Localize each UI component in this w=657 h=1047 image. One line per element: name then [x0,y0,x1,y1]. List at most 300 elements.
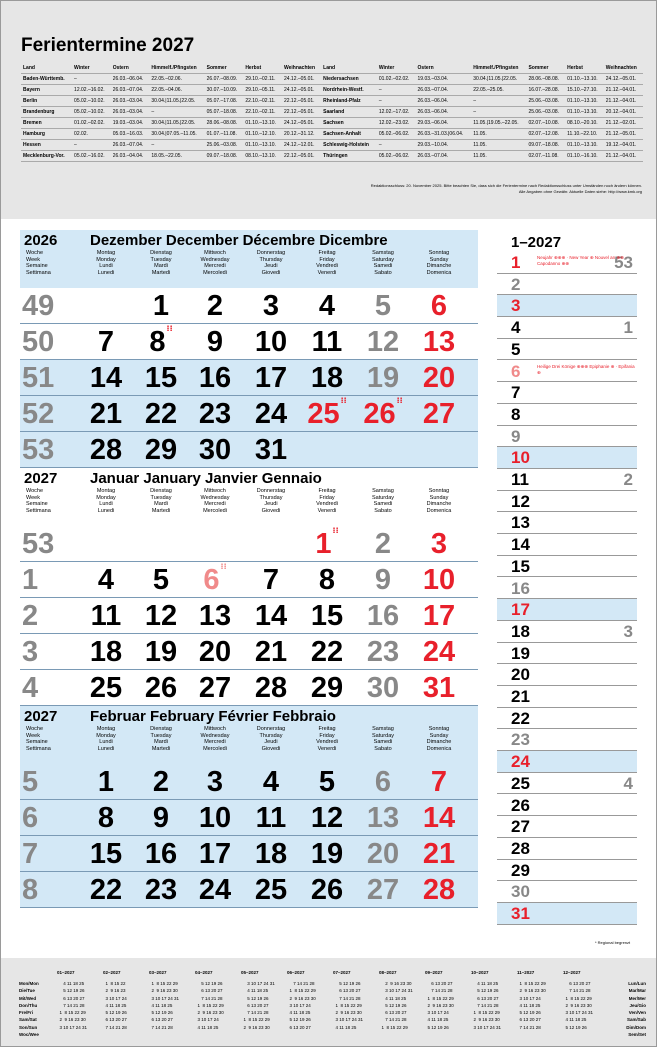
holiday-cell: 25.06.–03.08. [205,139,244,150]
day-cell: 22 [310,636,344,668]
month-block [20,230,478,468]
day-number: 18 [511,621,530,641]
day-number: 17 [511,600,530,620]
week-row [20,634,478,670]
day-cell: 19 [144,636,178,668]
holiday-cell: 21.12.–02.01. [604,117,643,128]
holiday-row [21,117,643,128]
week-row [20,288,478,324]
month-block [20,468,478,706]
week-row [20,360,478,396]
day-cell: 8 [97,802,115,834]
day-row [497,773,637,795]
overview-line: 6 13 20 27 [425,981,457,986]
overview-line: 2 9 16 23 30 [149,988,182,994]
day-cell: 2 [374,528,392,560]
holiday-cell: 01.07.–11.08. [205,128,244,139]
overview-line: 2 9 16 23 [103,988,134,994]
overview-month [287,970,331,1031]
table-header-cell: Sommer [526,63,565,73]
overview-line: 5 12 19 26 [287,1017,319,1023]
week-row [20,836,478,872]
holiday-cell: 08.10.–20.10. [565,117,604,128]
day-header: Samstag Saturday Samedi Sabato [371,250,394,276]
day-cell: 23 [198,398,232,430]
holiday-cell: Brandenburg [21,106,72,117]
overview-month-title: 11–2027 [517,970,535,975]
holiday-cell: 24.12.–05.01. [604,73,643,84]
overview-line: 4 11 18 25 [195,1024,226,1030]
overview-month [379,970,423,1031]
day-number: 29 [511,860,530,880]
day-cell: 6 [374,766,392,798]
day-number: 14 [511,535,530,555]
day-header: Sonntag Sunday Dimanche Domenica [426,250,452,276]
day-cell: 16 [366,600,400,632]
holiday-cell: 19.03.–03.04. [111,117,150,128]
day-cell: 26 [310,874,344,906]
day-cell: 14 [422,802,456,834]
day-cell: 29 [144,434,178,466]
holiday-cell: 12.02.–17.02. [377,106,416,117]
note-line-2: Alle Angaben ohne Gewähr. Aktuelle Daten siehe: http://www.kmk.org [518,189,642,194]
month-year: 2026 [24,232,58,249]
overview-line: 4 11 18 25 [287,1010,318,1016]
overview-month [563,970,607,1031]
holiday-cell: 22.12.–05.01. [282,95,321,106]
overview-month-title: 03–2027 [149,970,167,975]
day-number: 1 [511,253,521,272]
holiday-cell: 01.10.–13.10. [565,139,604,150]
holiday-cell: – [72,139,111,150]
overview-line: 1 8 15 22 29 [425,995,458,1001]
holiday-table [21,63,643,162]
week-row [20,764,478,800]
holiday-cell: 01.10.–16.10. [565,150,604,161]
day-number: 12 [511,491,530,511]
day-cell: 26 [144,672,178,704]
day-row [497,252,637,274]
holiday-cell: 19.12.–04.01. [604,139,643,150]
note-line-1: Redaktionsschluss: 20. November 2025. Bitte beachten Sie, dass sich die Ferientermine nach Redaktionsschluss unter Umständen noch ändern können. [370,183,642,188]
holiday-cell: – [377,139,416,150]
day-header: Mittwoch Wednesday Mercredi Mercoledi [200,488,230,514]
day-cell: 17 [198,838,232,870]
day-cell: 27 [422,398,456,430]
overview-month [471,970,515,1031]
overview-line: 1 8 15 22 29 [241,1017,274,1023]
holiday-cell: Sachsen-Anhalt [321,128,377,139]
weekday-labels-left: Mon/Mon Die/Tue Mit/Wed Don/Thu Fre/Fri Sam/Sat Son/Sun Woc/Wee [19,981,39,1038]
day-cell: 12 [144,600,178,632]
day-cell: 25⁝⁝ [307,396,347,430]
day-cell: 14 [254,600,288,632]
day-row [497,361,637,383]
holiday-cell: 22.05.–04.06. [149,84,204,95]
holiday-cell: 25.06.–03.08. [526,95,565,106]
holiday-cell: 24.12.–12.01. [282,139,321,150]
day-row [497,534,637,556]
overview-line: 6 13 20 27 [379,1010,411,1016]
day-row [497,643,637,665]
holiday-mark: ⁝⁝ [396,396,403,405]
holiday-cell: 01.10.–13.10. [243,139,282,150]
week-number: 53 [22,434,55,466]
page-title: Ferientermine 2027 [21,35,195,56]
holiday-cell: 18.05.–22.05. [149,150,204,161]
overview-line: 3 10 17 24 31 [241,981,275,986]
holiday-cell: 01.10.–13.10. [243,117,282,128]
overview-line: 1 8 15 22 29 [287,988,320,994]
holiday-cell: 22.10.–02.11. [243,106,282,117]
column-title: 1–2027 [511,234,562,251]
day-cell: 5 [152,564,170,596]
holiday-cell: – [377,95,416,106]
holiday-cell: 22.05.–02.06. [149,73,204,84]
holiday-cell: 29.03.–06.04. [416,117,472,128]
overview-month [57,970,101,1031]
week-row [20,800,478,836]
day-row [497,274,637,296]
day-number: 7 [511,383,521,403]
day-row [497,860,637,882]
day-header: Dienstag Tuesday Mardi Martedi [150,726,172,752]
week-number: 53 [614,253,633,272]
day-header: Donnerstag Thursday Jeudi Giovedi [256,250,286,276]
holiday-cell: Sachsen [321,117,377,128]
holiday-cell: 26.03.–04.04. [111,150,150,161]
overview-line: 7 14 21 28 [241,1010,273,1016]
day-cell: 7 [430,766,448,798]
day-number: 22 [511,708,530,728]
day-cell: 6 [430,290,448,322]
overview-line: 7 14 21 28 [103,1024,135,1030]
day-cell: 20 [198,636,232,668]
day-number: 31 [511,904,530,923]
overview-line: 7 14 21 28 [333,995,365,1001]
day-cell: 7 [97,326,115,358]
holiday-cell: 30.04.|07.05.–11.05. [149,128,204,139]
overview-month [241,970,285,1031]
overview-line: 3 10 17 24 [287,1002,319,1008]
overview-line: 5 12 19 26 [103,1010,135,1016]
holiday-note: Heilige Drei Könige ⊕⊕⊕ Epiphanie ⊕ · Epifania ⊕ [537,363,635,375]
day-cell: 1 [97,766,115,798]
day-header: Montag Monday Lundi Lunedi [96,726,116,752]
day-row [497,751,637,773]
holiday-cell: Hessen [21,139,72,150]
holiday-cell: Mecklenburg-Vor. [21,150,72,161]
day-header: Montag Monday Lundi Lunedi [96,488,116,514]
day-number: 28 [511,838,530,858]
week-number: 53 [22,528,55,560]
day-header: Dienstag Tuesday Mardi Martedi [150,250,172,276]
day-number: 9 [511,426,521,446]
week-row [20,396,478,432]
overview-line: 4 11 18 25 [149,1002,180,1008]
overview-line: 2 9 16 23 30 [287,995,320,1001]
holiday-cell: – [149,139,204,150]
holiday-cell: 28.06.–08.08. [205,117,244,128]
week-number: 8 [22,874,39,906]
day-cell: 30 [366,672,400,704]
overview-month [425,970,469,1031]
overview-line: 3 10 17 24 [103,995,135,1001]
day-header: Samstag Saturday Samedi Sabato [371,726,394,752]
overview-line: 5 12 19 26 [517,1010,549,1016]
holiday-cell: 11.10.–22.10. [565,128,604,139]
overview-line: 1 8 15 22 29 [563,995,596,1001]
overview-month-title: 04–2027 [195,970,213,975]
day-number: 15 [511,556,530,576]
overview-line: 7 14 21 28 [563,988,595,994]
table-header-cell: Winter [72,63,111,73]
day-cell: 31 [254,434,288,466]
week-row [20,872,478,908]
day-cell: 9 [206,326,224,358]
day-header: Dienstag Tuesday Mardi Martedi [150,488,172,514]
overview-month-title: 12–2027 [563,970,581,975]
day-row [497,512,637,534]
holiday-cell: 26.03.–06.04. [416,95,472,106]
day-row [497,621,637,643]
week-number: 51 [22,362,55,394]
overview-month-title: 02–2027 [103,970,121,975]
week-row [20,562,478,598]
day-row [497,838,637,860]
overview-line: 2 9 16 23 30 [563,1002,596,1008]
holiday-cell: 24.12.–05.01. [282,84,321,95]
overview-line: 2 9 16 23 30 [425,1002,458,1008]
day-cell: 5 [374,290,392,322]
overview-line: 7 14 21 28 [517,1024,549,1030]
week-row [20,526,478,562]
day-cell: 19 [310,838,344,870]
week-number: 4 [623,773,633,793]
overview-line: 1 8 15 22 29 [195,1002,228,1008]
overview-line: 5 12 19 26 [425,1024,457,1030]
holiday-cell: 05.02.–06.02. [377,128,416,139]
overview-line: 1 8 15 22 29 [333,1002,366,1008]
week-number: 1 [623,318,633,338]
day-number: 26 [511,795,530,815]
holiday-cell: 11.05. [471,150,526,161]
overview-month-title: 06–2027 [287,970,305,975]
day-row [497,382,637,404]
overview-line: 5 12 19 26 [333,981,365,986]
holiday-cell: 28.06.–08.08. [526,73,565,84]
day-number: 4 [511,318,521,338]
holiday-mark: ⁝⁝ [332,526,339,535]
holiday-cell: Thüringen [321,150,377,161]
overview-line: 1 8 15 22 29 [379,1024,412,1030]
day-cell: 12 [310,802,344,834]
holiday-cell: 15.10.–27.10. [565,84,604,95]
overview-line: 5 12 19 26 [57,988,89,994]
holiday-cell: 26.03.–06.04. [416,106,472,117]
table-header-cell: Sommer [205,63,244,73]
day-cell: 10 [254,326,288,358]
holiday-cell: 21.12.–04.01. [604,95,643,106]
day-header: Donnerstag Thursday Jeudi Giovedi [256,726,286,752]
day-number: 16 [511,578,530,598]
day-header: Sonntag Sunday Dimanche Domenica [426,488,452,514]
day-cell: 14 [89,362,123,394]
day-cell: 1⁝⁝ [315,526,339,560]
holiday-cell: Berlin [21,95,72,106]
holiday-cell: 30.04.|11.05.|22.05. [149,95,204,106]
day-number: 2 [511,274,521,294]
overview-line: 5 12 19 26 [563,1024,595,1030]
holiday-cell: 26.03.–07.04. [416,150,472,161]
day-cell: 27 [198,672,232,704]
day-row [497,903,637,925]
day-cell: 2 [152,766,170,798]
holiday-cell: 05.07.–18.08. [205,106,244,117]
day-cell: 13 [422,326,456,358]
day-row [497,317,637,339]
day-cell: 15 [310,600,344,632]
holiday-cell: 08.10.–13.10. [243,150,282,161]
holiday-cell: 22.05.–25.05. [471,84,526,95]
holiday-cell: 11.05. [471,128,526,139]
holiday-row [21,128,643,139]
overview-line: 6 13 20 27 [471,995,503,1001]
holiday-cell: 09.07.–18.08. [205,150,244,161]
overview-line: 4 11 18 25 [103,1002,134,1008]
day-cell: 21 [89,398,123,430]
holiday-cell: – [72,73,111,84]
day-cell: 19 [366,362,400,394]
holiday-cell: 22.12.–05.01. [282,106,321,117]
day-cell: 28 [89,434,123,466]
day-cell: 4 [97,564,115,596]
day-number: 8 [511,404,521,424]
day-cell: 18 [310,362,344,394]
holiday-cell: 11.05.|19.05.–22.05. [471,117,526,128]
table-header-cell: Ostern [111,63,150,73]
overview-month [195,970,239,1031]
holiday-cell: 02.02. [72,128,111,139]
overview-month [333,970,377,1031]
table-header-cell: Winter [377,63,416,73]
day-row [497,447,637,469]
overview-line: 4 11 18 25 [379,995,410,1001]
holiday-cell: Rheinland-Pfalz [321,95,377,106]
holiday-header [1,1,656,219]
holiday-cell: 30.04.|11.05.|22.05. [149,117,204,128]
day-cell: 24 [198,874,232,906]
day-cell: 22 [144,398,178,430]
day-cell: 25 [89,672,123,704]
table-header-cell: Weihnachten [282,63,321,73]
holiday-cell: 30.04.|11.05.|22.05. [471,73,526,84]
day-cell: 11 [255,802,287,834]
overview-line: 6 13 20 27 [333,988,365,994]
overview-line: 4 11 18 25 [241,988,272,994]
day-cell: 21 [422,838,456,870]
holiday-cell: Niedersachsen [321,73,377,84]
day-cell: 24 [422,636,456,668]
overview-line: 4 11 18 25 [471,981,502,986]
overview-line: 4 11 18 25 [333,1024,364,1030]
overview-line: 3 10 17 24 31 [333,1017,367,1023]
overview-line: 7 14 21 28 [287,981,319,986]
overview-line: 6 13 20 27 [517,1017,549,1023]
holiday-cell: 05.02.–10.02. [72,95,111,106]
week-number: 2 [22,600,39,632]
day-cell: 29 [310,672,344,704]
overview-line: 6 13 20 27 [57,995,89,1001]
overview-line: 6 13 20 27 [103,1017,135,1023]
overview-line: 5 12 19 26 [241,995,273,1001]
day-cell: 17 [422,600,456,632]
month-header [20,230,478,288]
overview-line: 1 8 15 22 29 [517,981,550,986]
holiday-row [21,139,643,150]
holiday-cell: 11.05. [471,139,526,150]
day-header: Woche Week Semaine Settimana [26,726,51,752]
day-cell: 9 [374,564,392,596]
holiday-row [21,95,643,106]
table-header-cell: Land [21,63,72,73]
day-number: 24 [511,752,530,772]
day-cell: 8 [318,564,336,596]
holiday-cell: 02.07.–10.08. [526,117,565,128]
holiday-cell: Baden-Württemb. [21,73,72,84]
day-cell: 31 [422,672,456,704]
table-header-cell: Land [321,63,377,73]
overview-line: 7 14 21 28 [149,1024,181,1030]
overview-month-title: 08–2027 [379,970,397,975]
year-overview [1,958,656,1046]
day-number: 13 [511,513,530,533]
day-cell: 28 [254,672,288,704]
overview-line: 1 8 15 22 29 [57,1010,90,1016]
day-cell: 10 [198,802,232,834]
day-cell: 1 [152,290,170,322]
day-cell: 20 [366,838,400,870]
day-header: Freitag Friday Vendredi Venerdi [316,250,338,276]
overview-line: 3 10 17 24 [517,995,549,1001]
overview-line: 1 8 15 22 29 [471,1010,504,1016]
holiday-cell: 26.03.–06.04. [111,73,150,84]
holiday-cell: 01.10.–13.10. [565,106,604,117]
holiday-cell: 29.03.–10.04. [416,139,472,150]
holiday-cell: 19.03.–03.04. [416,73,472,84]
day-row [497,816,637,838]
overview-line: 7 14 21 28 [471,1002,503,1008]
overview-line: 3 10 17 24 [425,1010,457,1016]
day-cell: 18 [254,838,288,870]
overview-line: 4 11 18 25 [425,1017,456,1023]
overview-month [103,970,147,1031]
day-header: Freitag Friday Vendredi Venerdi [316,488,338,514]
overview-line: 2 9 16 23 30 [241,1024,274,1030]
overview-line: 2 9 16 23 30 [517,988,550,994]
month-header [20,706,478,764]
overview-month-title: 07–2027 [333,970,351,975]
day-cell: 15 [89,838,123,870]
overview-line: 2 9 16 23 30 [471,1017,504,1023]
day-number: 30 [511,882,530,902]
day-number: 3 [511,296,521,316]
week-number: 5 [22,766,39,798]
day-number: 21 [511,687,530,706]
holiday-cell: 21.12.–05.01. [604,128,643,139]
day-number: 6 [511,361,521,381]
overview-line: 1 8 15 22 29 [149,981,182,986]
